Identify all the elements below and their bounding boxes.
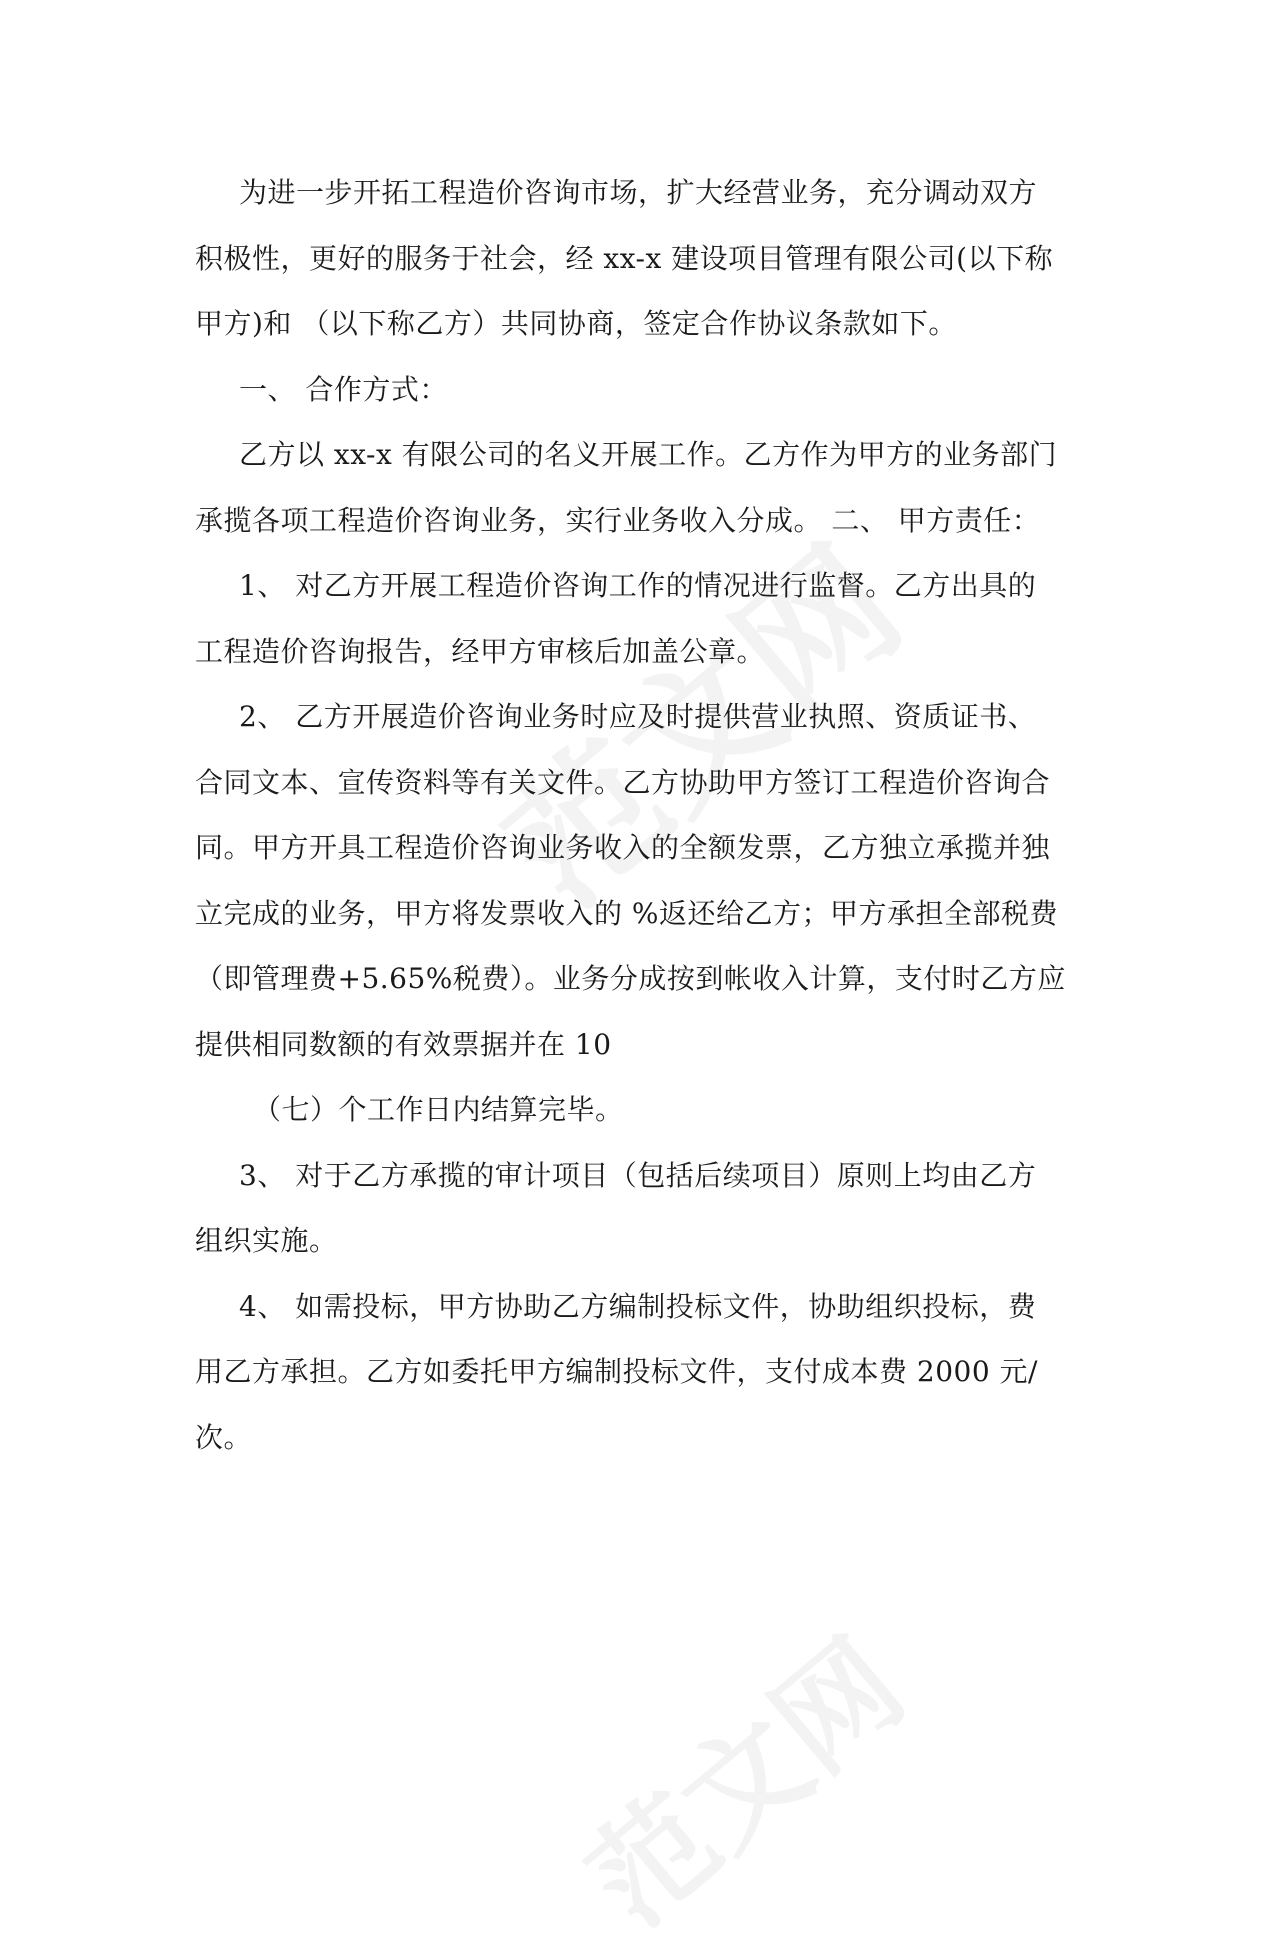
text-line: 一、 合作方式： — [239, 372, 448, 406]
text-line: 甲方)和 （以下称乙方）共同协商，签定合作协议条款如下。 — [195, 307, 957, 340]
text-line: 同。甲方开具工程造价咨询业务收入的全额发票，乙方独立承揽并独 — [195, 831, 1051, 864]
text-line: 承揽各项工程造价咨询业务，实行业务收入分成。 二、 甲方责任： — [195, 503, 1041, 537]
text-line: 1、 对乙方开展工程造价咨询工作的情况进行监督。乙方出具的 — [239, 569, 1037, 602]
clause-2 — [195, 684, 1095, 1077]
text-line: 乙方以 xx-x 有限公司的名义开展工作。乙方作为甲方的业务部门 — [239, 438, 1058, 471]
section-body-cooperation — [195, 422, 1095, 553]
text-line: 为进一步开拓工程造价咨询市场，扩大经营业务，充分调动双方 — [239, 176, 1038, 209]
intro-paragraph — [195, 160, 1095, 357]
text-line: 4、 如需投标，甲方协助乙方编制投标文件，协助组织投标，费 — [239, 1289, 1037, 1323]
document-body — [195, 160, 1095, 1470]
section-heading-cooperation — [195, 357, 1095, 423]
clause-4 — [195, 1274, 1095, 1471]
text-line: 提供相同数额的有效票据并在 10 — [195, 1027, 612, 1061]
text-line: （即管理费+5.65%税费）。业务分成按到帐收入计算，支付时乙方应 — [195, 962, 1066, 995]
text-line: 工程造价咨询报告，经甲方审核后加盖公章。 — [195, 634, 766, 668]
text-line: 用乙方承担。乙方如委托甲方编制投标文件，支付成本费 2000 元/ — [195, 1355, 1038, 1388]
text-line: 3、 对于乙方承揽的审计项目（包括后续项目）原则上均由乙方 — [239, 1158, 1037, 1192]
clause-3 — [195, 1143, 1095, 1274]
text-line: （七）个工作日内结算完毕。 — [253, 1093, 624, 1126]
text-line: 次。 — [195, 1420, 253, 1454]
text-line: 组织实施。 — [195, 1224, 338, 1257]
text-line: 合同文本、宣传资料等有关文件。乙方协助甲方签订工程造价咨询合 — [195, 765, 1051, 799]
text-line: 积极性，更好的服务于社会，经 xx-x 建设项目管理有限公司(以下称 — [195, 241, 1054, 275]
text-line: 立完成的业务，甲方将发票收入的 %返还给乙方；甲方承担全部税费 — [195, 896, 1059, 930]
clause-1 — [195, 553, 1095, 684]
watermark-icon — [547, 1594, 933, 1957]
clause-2-continuation — [195, 1077, 1095, 1143]
text-line: 2、 乙方开展造价咨询业务时应及时提供营业执照、资质证书、 — [239, 700, 1037, 733]
